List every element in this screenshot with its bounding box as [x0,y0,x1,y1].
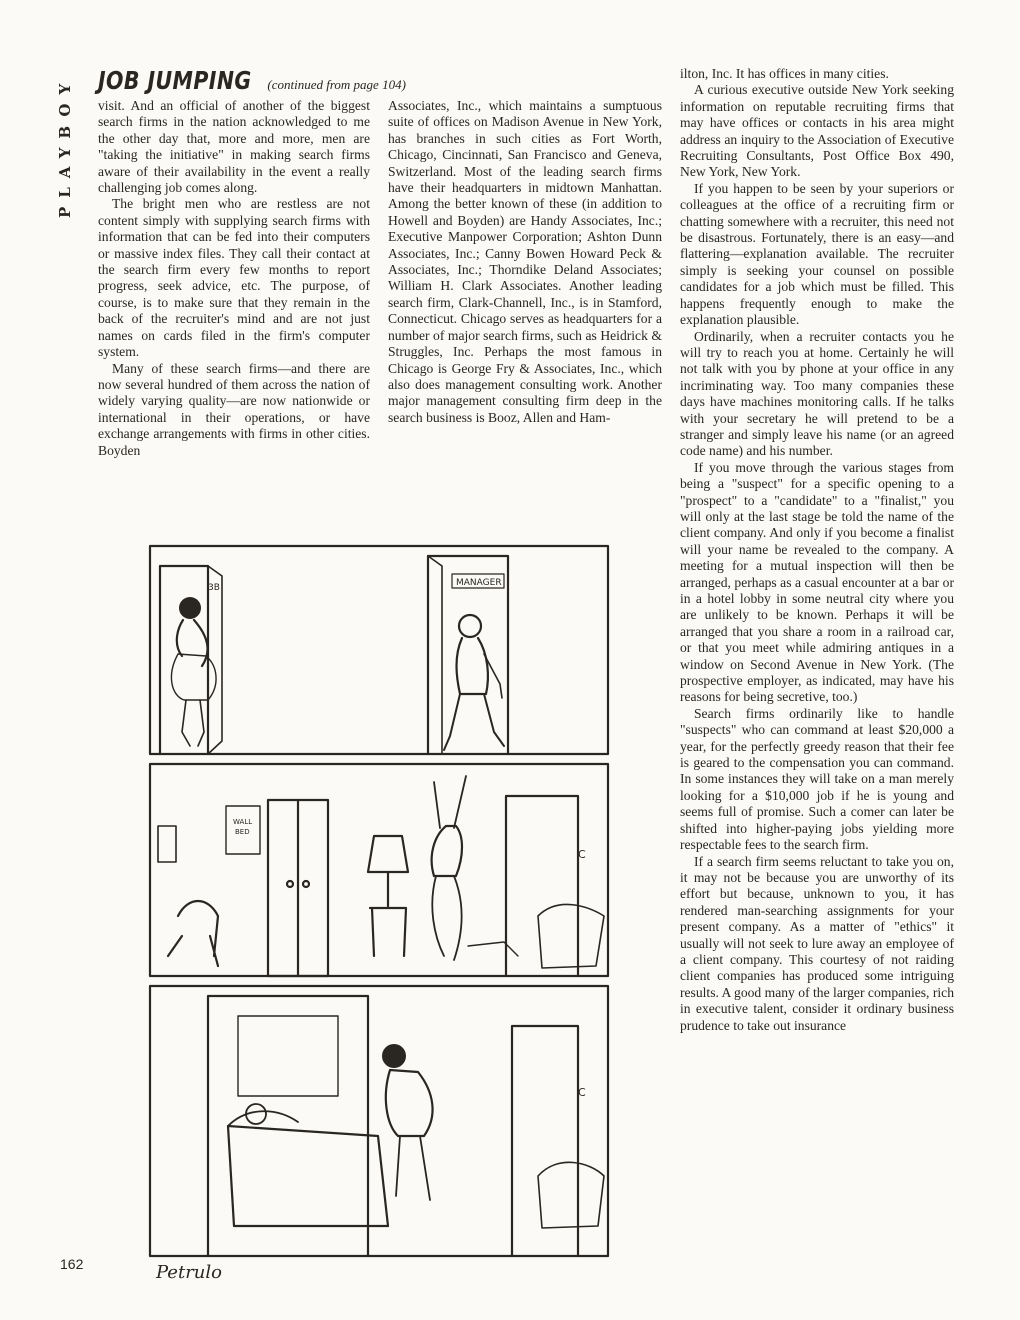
artist-signature: Petrulo [156,1262,222,1283]
paragraph: Ordinarily, when a recruiter contacts you he will try to reach you at home. Certainly he will not talk with you by phone at your office in any incriminating way. Too many companies these days have machines monitoring calls. If he talks with your secretary he will pretend to be a stranger and simply leave his name (or an agreed code name) and his number. [680,328,954,459]
manager-door-sign: MANAGER [456,578,502,588]
paragraph: If you happen to be seen by your superiors or colleagues at the office of a recruiting firm or chatting somewhere with a recruiter, this need not be disastrous. Fortunately, there is an easy—and flattering—explanation available. The recruiter simply is seeking your counsel on possible candidates for a job which must be filled. This happens frequently enough to make the explanation plausible. [680,180,954,328]
cartoon-panel-bedroom [150,986,608,1256]
paragraph: visit. And an official of another of the biggest search firms in the nation acknowledged to me the other day that, more and more, men are "taking the initiative" in making search firms aware of their availability in the event a really challenging job comes along. [98,98,370,196]
page-number: 162 [60,1256,84,1272]
text-column-1 [98,98,370,459]
article-title: JOB JUMPING [98,66,252,95]
wall-bed-sign-line2: BED [235,828,250,836]
paragraph: Search firms ordinarily like to handle "suspects" who can command at least $20,000 a year, for the perfectly greedy reason that their fee is geared to the compensation you can command. In some instances they will take on a man merely looking for a $10,000 job if he is young and seems full of promise. Such a comer can later be shifted into higher-paying jobs yielding more respectable fees to the search firm. [680,705,954,853]
text-column-2 [388,98,662,426]
paragraph: ilton, Inc. It has offices in many cities. [680,66,889,81]
masthead [52,68,76,228]
cartoon-panel-room [150,764,608,976]
cartoon-illustration [138,536,662,1286]
cartoon-panel-hallway [150,546,608,754]
paragraph: If you move through the various stages from being a "suspect" for a specific opening to a "prospect" to a "candidate" to a "finalist," you will only at the last stage be told the name of the client company. And only if you become a finalist will your name be revealed to the company. A meeting for a mutual inspection will then be arranged, perhaps as a casual encounter at a bar or in a hotel lobby in some neutral city where you are unlikely to be known. Perhaps it will be arranged that you share a room in a railroad car, or that you meet while admiring antiques in a window on Second Avenue in New York. (The prospective employer, as indicated, may have his reasons for being secretive, too.) [680,459,954,705]
continued-note: (continued from page 104) [267,77,406,92]
article-header [98,66,406,100]
paragraph: If a search firm seems reluctant to take you on, it may not be because you are unworthy of its effort but because, unknown to you, it has rendered man-searching assignments for your present company. As a matter of "ethics" it usually will not seek to lure away an employee of a client company. This courtesy of not raiding client companies has produced some intriguing results. A good many of the larger companies, rich in executive talent, consider it ordinary business prudence to take out insurance [680,853,954,1033]
paragraph: The bright men who are restless are not content simply with supplying search firms with information that can be fed into their computers or massive index files. They call their contact at the search firm every few months to report progress, seek advice, etc. The purpose, of course, is to make sure that they remain in the back of the recruiter's mind and are not just names on cards filed in the firm's computer system. [98,196,370,360]
paragraph: Associates, Inc., which maintains a sumptuous suite of offices on Madison Avenue in New York, has branches in such cities as Fort Worth, Chicago, Cincinnati, San Francisco and Geneva, Switzerland. Most of the leading search firms have their headquarters in midtown Manhattan. Among the better known of these (in addition to Howell and Boyden) are Handy Associates, Inc.; Executive Manpower Corporation; Ashton Dunn Associates, Inc.; Canny Bowen Howard Peck & Associates, Inc.; Thorndike Deland Associates; William H. Clark Associates. Another leading search firm, Clark-Channell, Inc., is in Stamford, Connecticut. Chicago serves as headquarters for a number of major search firms, such as Heidrick & Struggles, Inc. Perhaps the most famous in Chicago is George Fry & Associates, Inc., which also does management consulting work. Another major management consulting firm deep in the search business is Booz, Allen and Ham- [388,98,662,425]
paragraph: Many of these search firms—and there are now several hundred of them across the nation of widely varying quality—are now nationwide or international in their operations, or have exchange arrangements with firms in other cities. Boyden [98,360,370,458]
door-number-label: 3B [208,583,220,593]
door-letter-label: C [578,1086,586,1099]
text-column-3 [680,66,954,1034]
masthead-text: PLAYBOY [56,74,74,218]
door-letter-label: C [578,848,586,861]
paragraph: A curious executive outside New York seeking information on reputable recruiting firms that may have offices or contacts in his area might address an inquiry to the Association of Executive Recruiting Consultants, Post Office Box 490, New York, New York. [680,82,954,180]
wall-bed-sign-line1: WALL [233,818,253,826]
